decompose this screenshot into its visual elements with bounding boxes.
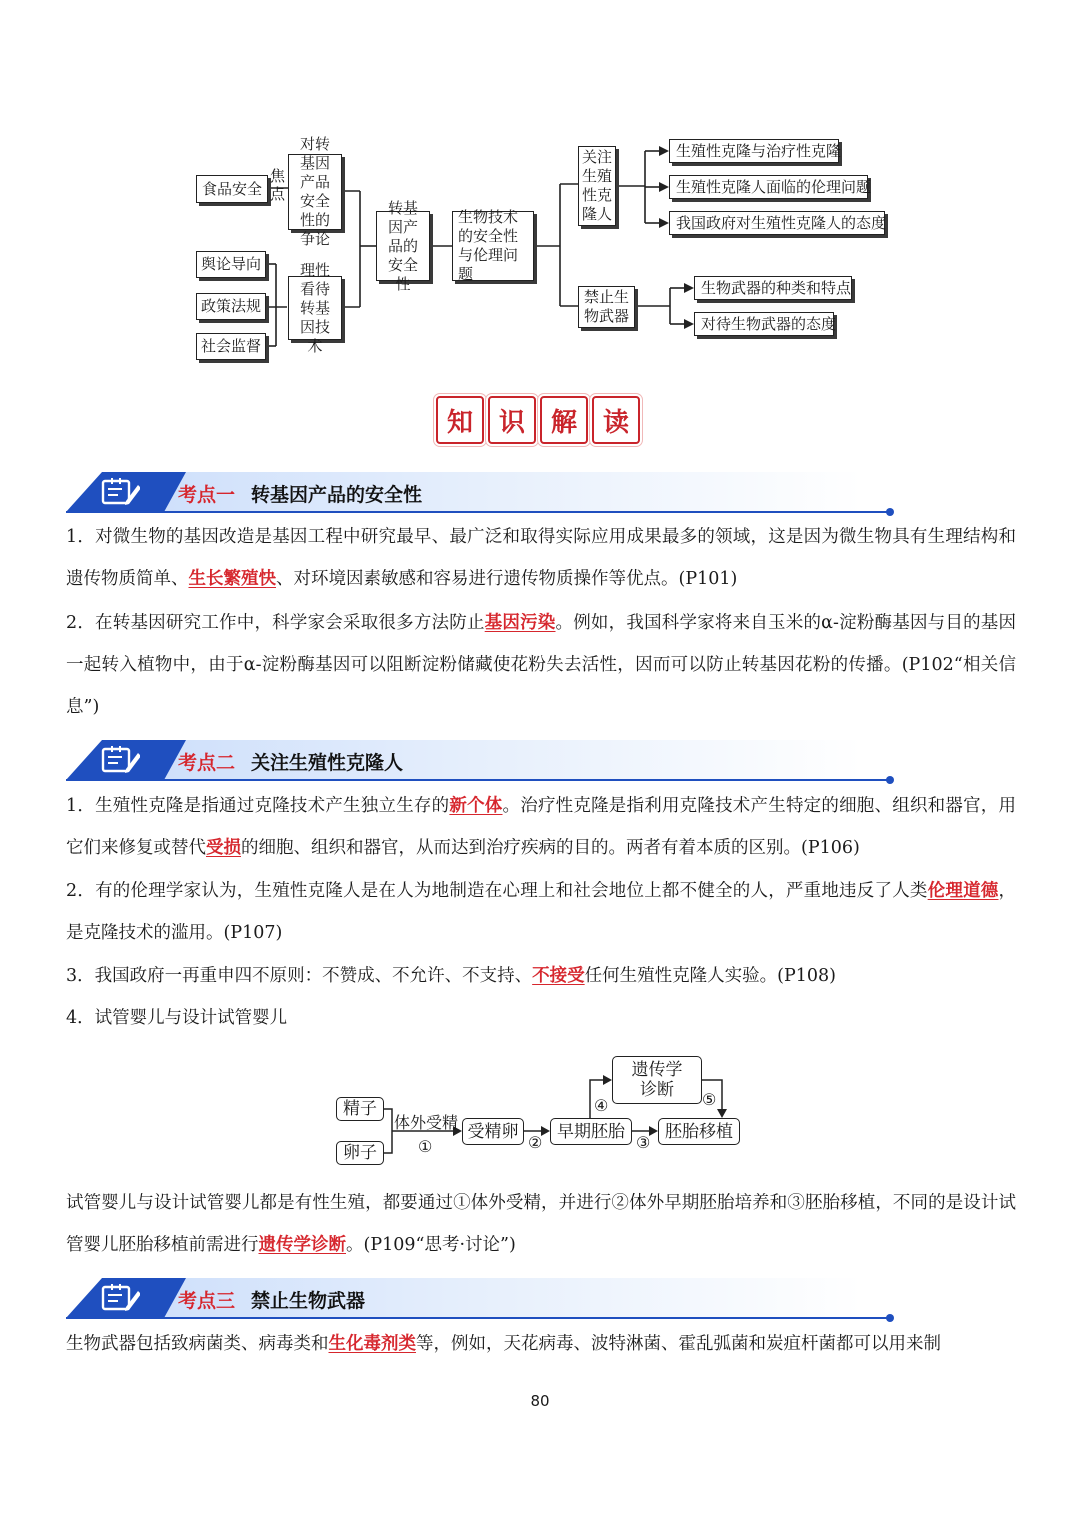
banner-char-4: 读: [592, 396, 640, 444]
egg-box: [336, 1141, 384, 1165]
cloning-item-3-text: 我国政府对生殖性克隆人的态度: [676, 213, 887, 232]
key-term: 不接受: [532, 966, 585, 986]
key-term: 基因污染: [484, 613, 556, 633]
text-run: 试管婴儿与设计试管婴儿都是有性生殖，都要通过①体外受精，并进行②体外早期胚胎培养和③胚胎移植，不同的是设计试管婴儿胚胎移植前需进行: [66, 1193, 1016, 1255]
ivf-label: 体外受精: [394, 1113, 459, 1132]
text-run: 1．生殖性克隆是指通过克隆技术产生独立生存的: [66, 796, 450, 816]
text-run: 1．对微生物的基因改造是基因工程中研究最早、最广泛和取得实际应用成果最多的领域，这是因为微生物具有生理结构和遗传物质简单、: [66, 527, 1016, 589]
s2-paragraph-5: [66, 1182, 1016, 1266]
genetic-diagnosis-box: [612, 1056, 702, 1104]
section-title-3: [178, 1286, 365, 1313]
step-2-marker: ②: [528, 1133, 543, 1152]
text-run: 4．试管婴儿与设计试管婴儿: [66, 1008, 288, 1028]
food-safety-text: 食品安全: [201, 179, 262, 198]
step-1-marker: ①: [418, 1137, 433, 1156]
text-run: 的细胞、组织和器官，从而达到治疗疾病的目的。两者有着本质的区别。(P106): [241, 838, 860, 858]
text-run: 生物武器包括致病菌类、病毒类和: [66, 1334, 329, 1354]
text-run: 3．我国政府一再重申四不原则：不赞成、不允许、不支持、: [66, 966, 533, 986]
embryo-transfer-box: [658, 1118, 740, 1145]
key-term: 受损: [206, 838, 241, 858]
section-number: 考点二: [178, 752, 236, 774]
sperm-text: 精子: [343, 1099, 377, 1119]
text-run: 任何生殖性克隆人实验。(P108): [584, 966, 836, 986]
center-text: 生物技术的安全性与伦理问题: [458, 208, 519, 283]
step-4-marker: ④: [594, 1096, 609, 1115]
text-run: 2．有的伦理学家认为，生殖性克隆人是在人为地制造在心理上和社会地位上都不健全的人，严重地违反了人类: [66, 881, 928, 901]
bioweapon-item-1-text: 生物武器的种类和特点: [701, 278, 852, 297]
key-term: 生长繁殖快: [188, 569, 276, 589]
embryo-transfer-text: 胚胎移植: [665, 1121, 733, 1142]
text-run: 2．在转基因研究工作中，科学家会采取很多方法防止: [66, 613, 485, 633]
cloning-focus-text: 关注生殖性克隆人: [582, 148, 613, 223]
banner-char-1: 知: [436, 396, 484, 444]
cloning-item-1-text: 生殖性克隆与治疗性克隆: [676, 141, 842, 160]
egg-text: 卵子: [343, 1143, 377, 1163]
opinion-text: 舆论导向: [200, 255, 261, 273]
section-header-3: [66, 1278, 892, 1322]
cloning-item-2-text: 生殖性克隆人面临的伦理问题: [676, 177, 872, 196]
text-run: 。治疗性克隆是指利用克隆技术产生特定的细胞、组织和器官，用它们来修复或替代: [66, 796, 1017, 858]
early-embryo-box: [550, 1118, 632, 1145]
text-run: 等，例如，天花病毒、波特淋菌、霍乱弧菌和炭疽杆菌都可以用来制: [416, 1334, 941, 1354]
step-3-marker: ③: [636, 1133, 651, 1152]
text-run: 。例如，我国科学家将来自玉米的α-淀粉酶基因与目的基因一起转入植物中，由于α-淀粉酶基因可以阻断淀粉储藏使花粉失去活性，因而可以防止转基因花粉的传播。(P102“相关信息”): [66, 613, 1016, 717]
genetic-diagnosis-text: 遗传学诊断: [631, 1060, 683, 1100]
banner-char-3: 解: [540, 396, 588, 444]
s3-paragraph-1: [66, 1323, 1016, 1365]
text-run: 。(P109“思考·讨论”): [346, 1235, 516, 1255]
zygote-box: [462, 1118, 524, 1145]
text-run: ，是克隆技术的滥用。(P107): [66, 881, 1016, 943]
section-number: 考点三: [178, 1290, 236, 1312]
notepad-icon: [100, 1283, 140, 1313]
bioweapon-item-2-text: 对待生物武器的态度: [701, 314, 837, 333]
policy-text: 政策法规: [200, 297, 261, 315]
key-term: 生化毒剂类: [328, 1334, 416, 1354]
gm-safety-text: 转基因产品的安全性: [387, 198, 418, 293]
step-5-marker: ⑤: [702, 1090, 717, 1109]
focus-text: 焦点: [270, 167, 286, 203]
zygote-text: 受精卵: [467, 1121, 519, 1142]
sperm-box: [336, 1097, 384, 1121]
header-rule-dot: [886, 1314, 894, 1322]
key-term: 遗传学诊断: [258, 1235, 346, 1255]
controversy-text: 对转基因产品安全性的争论: [299, 135, 330, 248]
key-term: 伦理道德: [927, 881, 999, 901]
rational-text: 理性看待转基因技术: [299, 260, 330, 355]
section-title-text: 关注生殖性克隆人: [251, 752, 404, 774]
banner-char-2: 识: [488, 396, 536, 444]
early-embryo-text: 早期胚胎: [557, 1121, 625, 1142]
bioweapon-text: 禁止生物武器: [583, 288, 629, 325]
page-number: 80: [530, 1392, 550, 1410]
section-title-text: 转基因产品的安全性: [251, 484, 423, 506]
section-number: 考点一: [178, 484, 236, 506]
section-title-text: 禁止生物武器: [251, 1290, 366, 1312]
text-run: 、对环境因素敏感和容易进行遗传物质操作等优点。(P101): [276, 569, 738, 589]
supervision-text: 社会监督: [200, 337, 261, 355]
header-rule: [66, 1317, 892, 1319]
key-term: 新个体: [449, 796, 503, 816]
